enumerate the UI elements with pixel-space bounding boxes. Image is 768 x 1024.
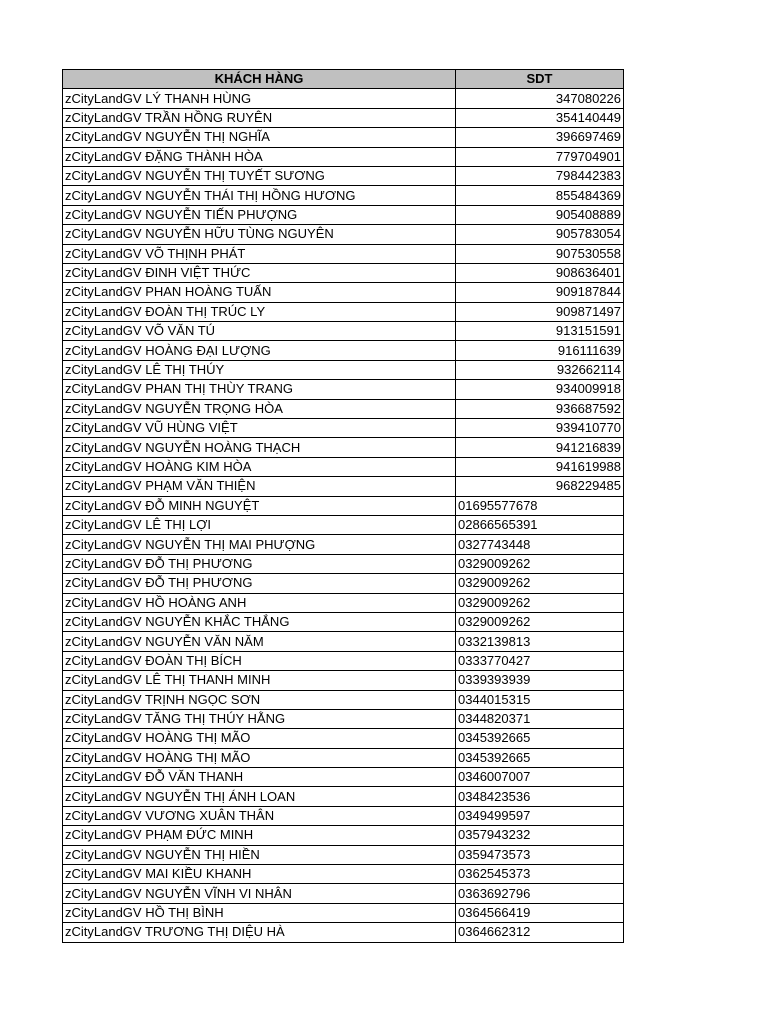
phone-cell: 0344015315 <box>456 690 624 709</box>
phone-cell: 0329009262 <box>456 612 624 631</box>
phone-cell: 0345392665 <box>456 729 624 748</box>
customer-name-cell: zCityLandGV ĐỖ VĂN THANH <box>63 768 456 787</box>
table-row <box>63 399 624 418</box>
phone-cell: 779704901 <box>456 147 624 166</box>
table-row <box>63 128 624 147</box>
table-row <box>63 535 624 554</box>
table-row <box>63 671 624 690</box>
table-row <box>63 884 624 903</box>
phone-cell: 0345392665 <box>456 748 624 767</box>
phone-cell: 932662114 <box>456 360 624 379</box>
phone-cell: 0329009262 <box>456 593 624 612</box>
phone-cell: 0332139813 <box>456 632 624 651</box>
customer-name-cell: zCityLandGV NGUYỄN HOÀNG THẠCH <box>63 438 456 457</box>
table-row <box>63 225 624 244</box>
customer-name-cell: zCityLandGV MAI KIỀU KHANH <box>63 865 456 884</box>
phone-cell: 913151591 <box>456 322 624 341</box>
phone-cell: 905783054 <box>456 225 624 244</box>
table-body <box>63 89 624 942</box>
phone-cell: 347080226 <box>456 89 624 108</box>
phone-cell: 0329009262 <box>456 574 624 593</box>
phone-cell: 941216839 <box>456 438 624 457</box>
phone-cell: 916111639 <box>456 341 624 360</box>
customer-name-cell: zCityLandGV HOÀNG KIM HÒA <box>63 457 456 476</box>
customer-name-cell: zCityLandGV NGUYỄN THỊ TUYẾT SƯƠNG <box>63 166 456 185</box>
phone-cell: 0346007007 <box>456 768 624 787</box>
customer-name-cell: zCityLandGV ĐOÀN THỊ BÍCH <box>63 651 456 670</box>
phone-cell: 905408889 <box>456 205 624 224</box>
customer-name-cell: zCityLandGV ĐINH VIỆT THỨC <box>63 263 456 282</box>
table-row <box>63 787 624 806</box>
table-row <box>63 612 624 631</box>
customer-name-cell: zCityLandGV NGUYỄN THÁI THỊ HỒNG HƯƠNG <box>63 186 456 205</box>
customer-name-cell: zCityLandGV LÝ THANH HÙNG <box>63 89 456 108</box>
phone-cell: 855484369 <box>456 186 624 205</box>
table-row <box>63 244 624 263</box>
phone-cell: 0344820371 <box>456 709 624 728</box>
phone-cell: 0327743448 <box>456 535 624 554</box>
customer-name-cell: zCityLandGV HỒ THỊ BÌNH <box>63 903 456 922</box>
table-row <box>63 419 624 438</box>
table-row <box>63 166 624 185</box>
customer-name-cell: zCityLandGV HỒ HOÀNG ANH <box>63 593 456 612</box>
header-row <box>63 70 624 89</box>
phone-cell: 909187844 <box>456 283 624 302</box>
phone-cell: 909871497 <box>456 302 624 321</box>
table-row <box>63 322 624 341</box>
customer-name-cell: zCityLandGV HOÀNG THỊ MÃO <box>63 729 456 748</box>
customer-name-cell: zCityLandGV ĐỖ THỊ PHƯƠNG <box>63 554 456 573</box>
table-row <box>63 186 624 205</box>
table-row <box>63 380 624 399</box>
phone-cell: 0333770427 <box>456 651 624 670</box>
customer-name-cell: zCityLandGV VÕ VĂN TÚ <box>63 322 456 341</box>
table-row <box>63 806 624 825</box>
customer-name-cell: zCityLandGV ĐỖ THỊ PHƯƠNG <box>63 574 456 593</box>
table-row <box>63 845 624 864</box>
customer-name-cell: zCityLandGV NGUYỄN THỊ ÁNH LOAN <box>63 787 456 806</box>
customer-name-cell: zCityLandGV ĐỖ MINH NGUYỆT <box>63 496 456 515</box>
table-row <box>63 574 624 593</box>
table-row <box>63 205 624 224</box>
customer-name-cell: zCityLandGV HOÀNG ĐẠI LƯỢNG <box>63 341 456 360</box>
customer-name-cell: zCityLandGV NGUYỄN THỊ MAI PHƯỢNG <box>63 535 456 554</box>
table-row <box>63 515 624 534</box>
table-row <box>63 360 624 379</box>
customer-name-cell: zCityLandGV NGUYỄN TIẾN PHƯỢNG <box>63 205 456 224</box>
customer-name-cell: zCityLandGV NGUYỄN KHẮC THẮNG <box>63 612 456 631</box>
phone-cell: 0364566419 <box>456 903 624 922</box>
customer-name-cell: zCityLandGV TRẦN HỒNG RUYÊN <box>63 108 456 127</box>
table-row <box>63 438 624 457</box>
customer-name-cell: zCityLandGV LÊ THỊ LỢI <box>63 515 456 534</box>
phone-cell: 968229485 <box>456 477 624 496</box>
customer-name-cell: zCityLandGV NGUYỄN VĂN NĂM <box>63 632 456 651</box>
customer-name-cell: zCityLandGV TĂNG THỊ THÚY HẰNG <box>63 709 456 728</box>
table-row <box>63 457 624 476</box>
customer-name-cell: zCityLandGV TRƯƠNG THỊ DIỆU HÀ <box>63 923 456 942</box>
customer-name-cell: zCityLandGV NGUYỄN THỊ HIỀN <box>63 845 456 864</box>
customer-name-cell: zCityLandGV NGUYỄN HỮU TÙNG NGUYÊN <box>63 225 456 244</box>
customer-name-cell: zCityLandGV VŨ HÙNG VIỆT <box>63 419 456 438</box>
customer-name-cell: zCityLandGV HOÀNG THỊ MÃO <box>63 748 456 767</box>
table-row <box>63 903 624 922</box>
phone-cell: 0362545373 <box>456 865 624 884</box>
table-row <box>63 690 624 709</box>
phone-cell: 934009918 <box>456 380 624 399</box>
table-row <box>63 826 624 845</box>
table-row <box>63 554 624 573</box>
customer-phone-table <box>62 69 624 943</box>
customer-name-cell: zCityLandGV PHAN HOÀNG TUẤN <box>63 283 456 302</box>
phone-cell: 907530558 <box>456 244 624 263</box>
customer-name-cell: zCityLandGV PHẠM ĐỨC MINH <box>63 826 456 845</box>
customer-name-cell: zCityLandGV NGUYỄN TRỌNG HÒA <box>63 399 456 418</box>
phone-cell: 939410770 <box>456 419 624 438</box>
customer-name-cell: zCityLandGV NGUYỄN VĨNH VI NHÂN <box>63 884 456 903</box>
phone-cell: 354140449 <box>456 108 624 127</box>
table-row <box>63 108 624 127</box>
table-row <box>63 263 624 282</box>
phone-cell: 908636401 <box>456 263 624 282</box>
phone-cell: 0359473573 <box>456 845 624 864</box>
table-row <box>63 341 624 360</box>
table-row <box>63 709 624 728</box>
table-row <box>63 147 624 166</box>
phone-cell: 0364662312 <box>456 923 624 942</box>
phone-cell: 02866565391 <box>456 515 624 534</box>
customer-name-cell: zCityLandGV LÊ THỊ THÚY <box>63 360 456 379</box>
table-row <box>63 283 624 302</box>
phone-cell: 0339393939 <box>456 671 624 690</box>
table-row <box>63 768 624 787</box>
table-row <box>63 593 624 612</box>
phone-cell: 0357943232 <box>456 826 624 845</box>
customer-name-cell: zCityLandGV PHẠM VĂN THIỆN <box>63 477 456 496</box>
phone-cell: 936687592 <box>456 399 624 418</box>
customer-name-cell: zCityLandGV VƯƠNG XUÂN THÂN <box>63 806 456 825</box>
customer-name-cell: zCityLandGV TRỊNH NGỌC SƠN <box>63 690 456 709</box>
customer-name-cell: zCityLandGV ĐẶNG THÀNH HÒA <box>63 147 456 166</box>
table-row <box>63 496 624 515</box>
customer-name-cell: zCityLandGV LÊ THỊ THANH MINH <box>63 671 456 690</box>
customer-name-cell: zCityLandGV VÕ THỊNH PHÁT <box>63 244 456 263</box>
phone-cell: 0348423536 <box>456 787 624 806</box>
phone-cell: 941619988 <box>456 457 624 476</box>
table-row <box>63 89 624 108</box>
customer-name-cell: zCityLandGV PHAN THỊ THÙY TRANG <box>63 380 456 399</box>
table-row <box>63 865 624 884</box>
phone-cell: 01695577678 <box>456 496 624 515</box>
customer-name-cell: zCityLandGV ĐOÀN THỊ TRÚC LY <box>63 302 456 321</box>
phone-cell: 0349499597 <box>456 806 624 825</box>
phone-cell: 396697469 <box>456 128 624 147</box>
phone-cell: 0363692796 <box>456 884 624 903</box>
table-row <box>63 632 624 651</box>
table-row <box>63 729 624 748</box>
phone-cell: 798442383 <box>456 166 624 185</box>
table-row <box>63 748 624 767</box>
header-phone: SDT <box>456 70 624 89</box>
table-row <box>63 477 624 496</box>
phone-cell: 0329009262 <box>456 554 624 573</box>
table-row <box>63 302 624 321</box>
customer-name-cell: zCityLandGV NGUYỄN THỊ NGHĨA <box>63 128 456 147</box>
table-row <box>63 651 624 670</box>
header-customer: KHÁCH HÀNG <box>63 70 456 89</box>
table-row <box>63 923 624 942</box>
